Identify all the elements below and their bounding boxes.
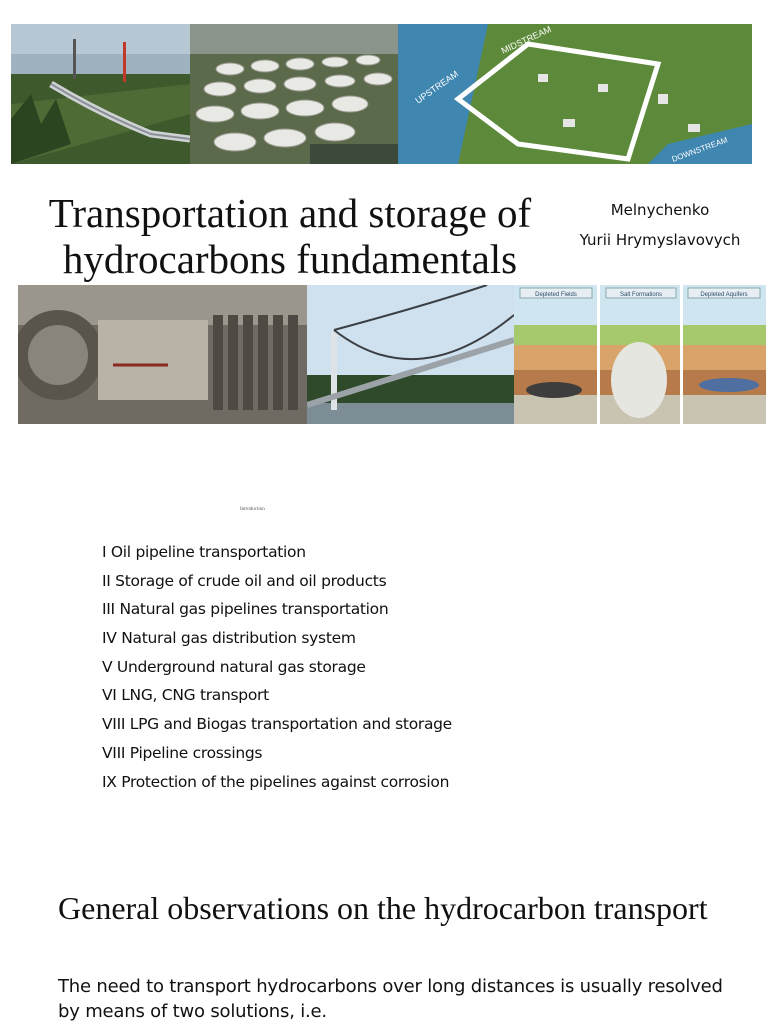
oil-tank-farm-photo <box>190 24 398 164</box>
toc-item: VIII Pipeline crossings <box>102 743 263 762</box>
presentation-title <box>30 190 550 282</box>
title-line-2: hydrocarbons fundamentals <box>62 236 518 282</box>
diagram-label-midstream: MIDSTREAM <box>499 24 553 56</box>
introduction-label: Introduction <box>240 507 265 512</box>
section-body: The need to transport hydrocarbons over long distances is usually resolved by means of two solutions, i.e. <box>58 976 723 1022</box>
toc-item: V Underground natural gas storage <box>102 657 366 676</box>
section-heading: General observations on the hydrocarbon transport <box>58 890 708 926</box>
diagram-label-upstream: UPSTREAM <box>413 68 461 106</box>
diagram-label-depleted-aquifers: Depleted Aquifers <box>700 292 748 298</box>
gas-turbine-photo <box>18 285 307 424</box>
upstream-midstream-downstream-diagram <box>398 24 752 164</box>
pipeline-suspension-bridge-photo <box>307 285 514 424</box>
pipeline-forest-photo <box>11 24 190 164</box>
diagram-label-downstream: DOWNSTREAM <box>670 135 729 164</box>
author-name: Yurii Hrymyslavovych <box>579 231 741 249</box>
toc-item: II Storage of crude oil and oil products <box>102 571 387 590</box>
title-line-1: Transportation and storage of <box>48 190 532 236</box>
toc-item: VIII LPG and Biogas transportation and storage <box>102 715 452 734</box>
toc-item: III Natural gas pipelines transportation <box>102 600 389 619</box>
toc-item: I Oil pipeline transportation <box>102 543 306 561</box>
author-surname: Melnychenko <box>610 201 710 219</box>
diagram-label-salt-formations: Salt Formations <box>619 292 663 298</box>
toc-item: VI LNG, CNG transport <box>102 686 269 705</box>
diagram-label-depleted-fields: Depleted Fields <box>535 292 577 298</box>
toc-item: IV Natural gas distribution system <box>102 629 356 648</box>
table-of-contents <box>102 538 452 796</box>
toc-item: IX Protection of the pipelines against corrosion <box>102 772 450 791</box>
underground-storage-diagram <box>514 285 766 424</box>
